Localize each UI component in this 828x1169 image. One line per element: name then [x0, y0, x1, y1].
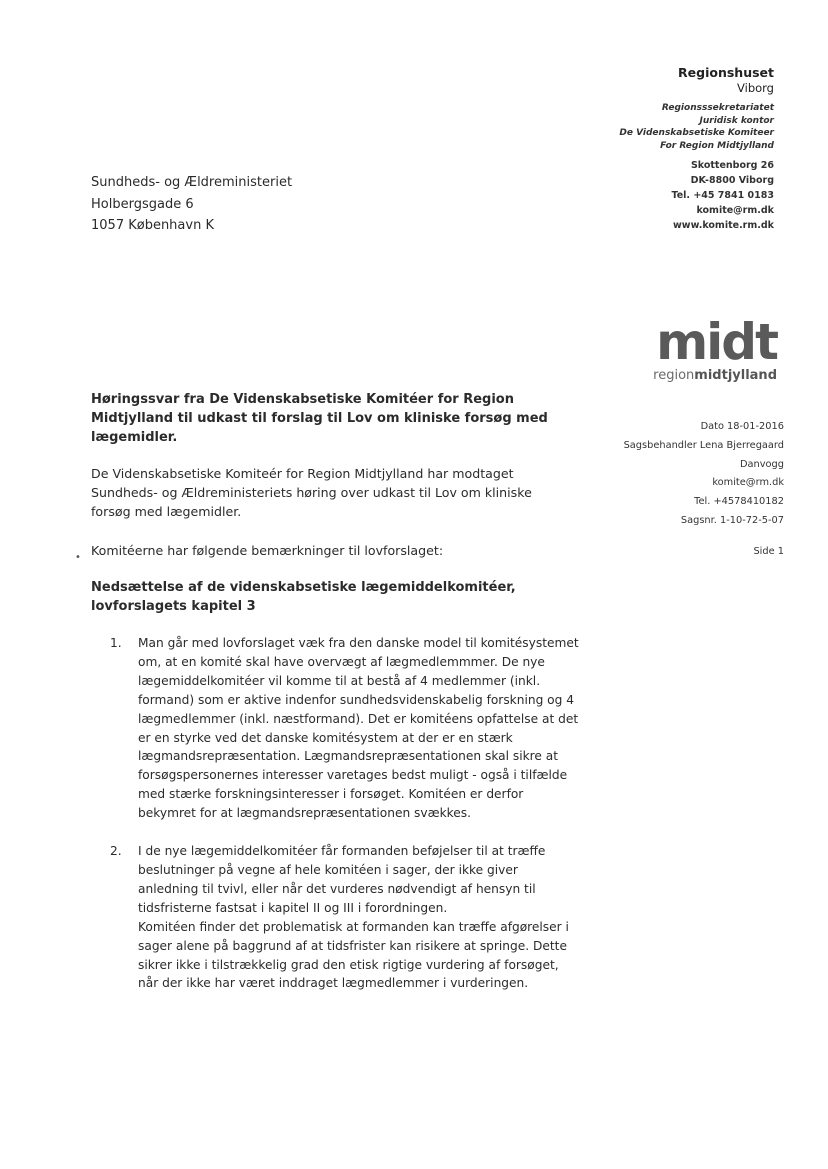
sender-postal: DK-8800 Viborg: [690, 175, 774, 186]
meta-date: Dato 18-01-2016: [700, 421, 784, 432]
region-logo: [632, 313, 777, 384]
list-item-number: 2.: [110, 844, 122, 859]
sender-region: For Region Midtjylland: [660, 140, 774, 151]
sender-committee: De Videnskabsetiske Komiteer: [619, 128, 774, 138]
sender-city: Viborg: [737, 81, 774, 95]
letter-intro: De Videnskabsetiske Komiteér for Region Midtjylland har modtaget Sundheds- og Ældreministeriets høring over udkast til Lov om kliniske forsøg med lægemidler.: [91, 466, 532, 519]
meta-handler: Sagsbehandler Lena Bjerregaard: [623, 439, 784, 451]
list-item: [110, 634, 580, 823]
sender-street: Skottenborg 26: [690, 160, 774, 171]
remarks-list: [110, 634, 580, 993]
case-metadata: [544, 418, 784, 562]
list-item-paragraph: Man går med lovforslaget væk fra den danske model til komitésystemet om, at en komité skal have overvægt af lægmedlemmmer. De nye lægemiddelkomitéer vil komme til at bestå af 4 medlemmer (inkl. formand) som er aktive indenfor sundhedsvidenskabelig forskning og 4 lægmedlemmer (inkl. næstformand). Det er komitéens opfattelse at det er en styrke ved det danske komitésystem at der er en stærk lægmandsrepræsentation. Lægmandsrepræsentationen skal sikre at forsøgspersonernes interesser varetages bedst muligt - også i tilfælde med stærke forskningsinteresser i forsøget. Komitéen er derfor bekymret for at lægmandsrepræsentationen svækkes.: [138, 636, 579, 821]
recipient-postal: 1057 København K: [91, 218, 214, 233]
list-item-number: 1.: [110, 636, 122, 650]
recipient-name: Sundheds- og Ældreministeriet: [91, 175, 293, 190]
meta-email: komite@rm.dk: [712, 477, 784, 489]
section-heading: Nedsættelse af de videnskabsetiske lægemiddelkomitéer, lovforslagets kapitel 3: [91, 580, 516, 614]
logo-subtitle: [632, 368, 777, 384]
meta-handler-surname: Danvogg: [740, 458, 784, 470]
logo-subtitle-name: midtjylland: [694, 368, 777, 383]
sender-phone: Tel. +45 7841 0183: [671, 190, 774, 201]
meta-page-number: Side 1: [753, 545, 784, 557]
list-item-paragraph: Komitéen finder det problematisk at formanden kan træffe afgørelser i sager alene på baggrund af at tidsfrister kan risikere at springe. Dette sikrer ikke i tilstrækkelig grad den etisk rigtige vurdering af forsøget, når der ikke har været inddraget lægmedlemmer i vurderingen.: [138, 919, 569, 991]
letter-title: Høringssvar fra De Videnskabsetiske Komitéer for Region Midtjylland til udkast til forslag til Lov om kliniske forsøg med lægemidler.: [91, 392, 548, 445]
logo-mark: midt: [656, 313, 777, 371]
remarks-intro: Komitéerne har følgende bemærkninger til lovforslaget:: [91, 543, 444, 558]
margin-dot: •: [75, 552, 81, 563]
sender-website: www.komite.rm.dk: [673, 220, 774, 231]
list-item-paragraph: I de nye lægemiddelkomitéer får formanden beføjelser til at træffe beslutninger på vegne af hele komitéen i sager, der ikke giver anledning til tvivl, eller når det vurderes nødvendigt af hensyn til tidsfristerne fastsat i kapitel II og III i forordningen.: [138, 844, 546, 915]
sender-office: Juridisk kontor: [699, 115, 774, 126]
list-item: [110, 842, 580, 993]
recipient-street: Holbergsgade 6: [91, 196, 194, 212]
meta-case-number: Sagsnr. 1-10-72-5-07: [680, 514, 784, 526]
sender-department: Regionsssekretariatet: [661, 103, 774, 113]
sender-email: komite@rm.dk: [696, 205, 774, 216]
sender-name: Regionshuset: [678, 65, 774, 80]
sender-block: [474, 64, 774, 233]
meta-phone: Tel. +4578410182: [694, 496, 784, 508]
recipient-address: [91, 172, 292, 237]
logo-subtitle-region: region: [653, 368, 695, 383]
